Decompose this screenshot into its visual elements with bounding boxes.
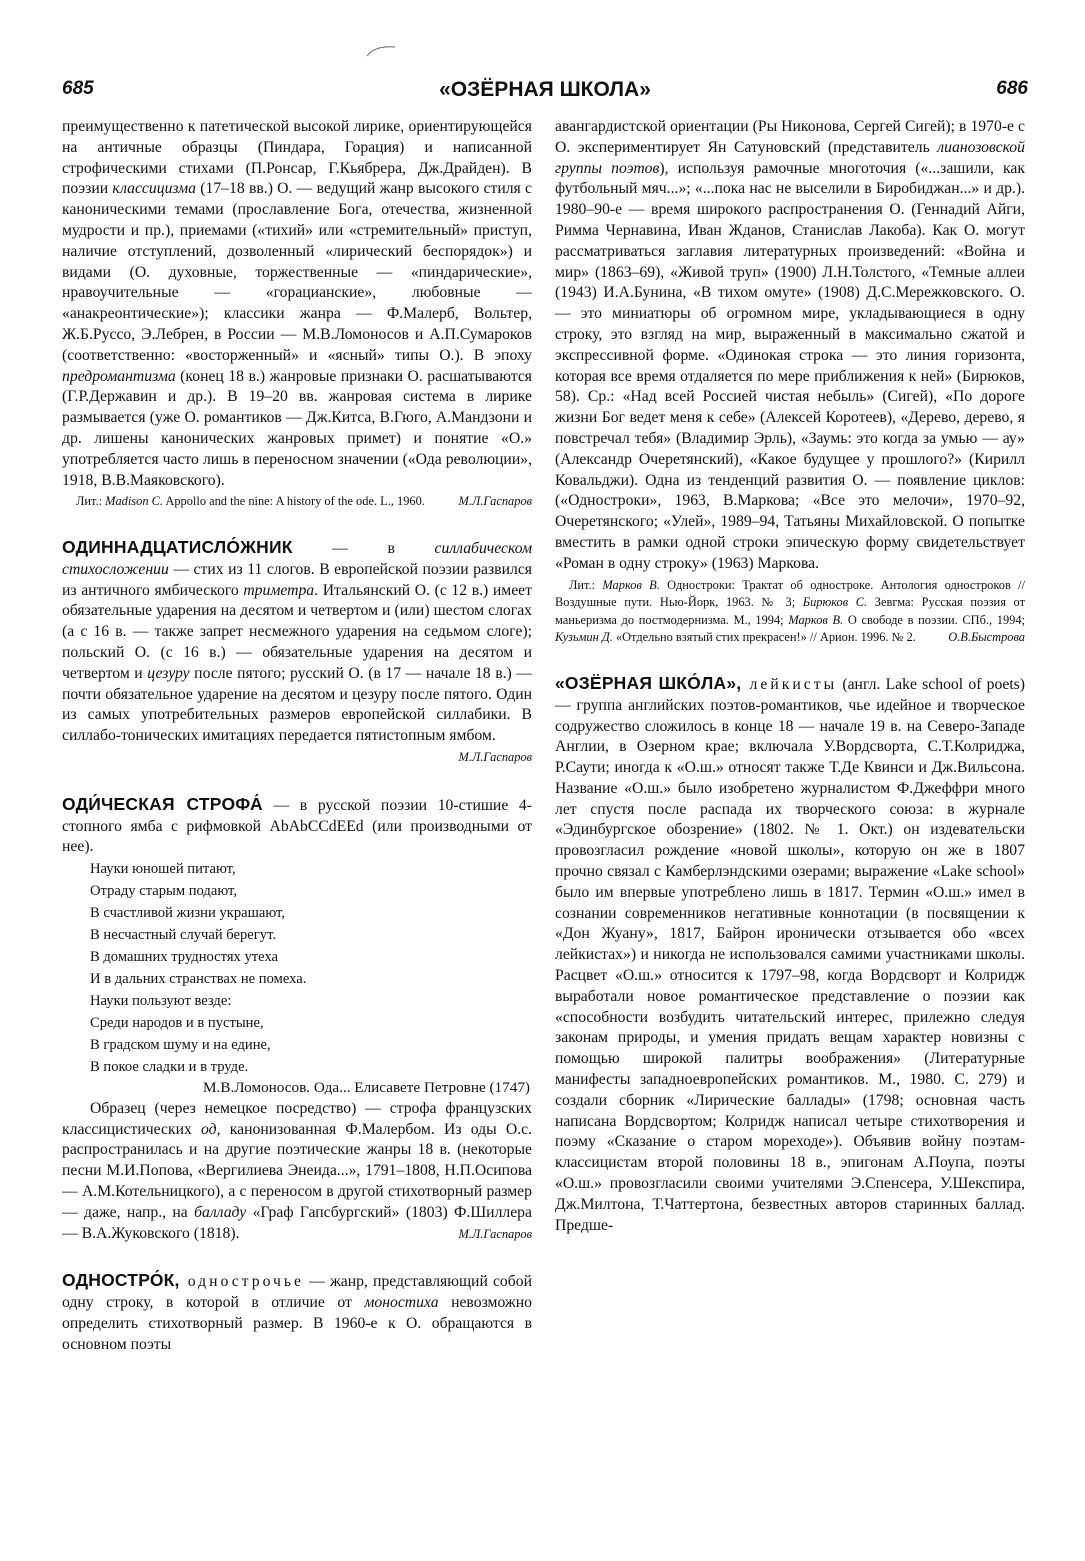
verse-line: Среди народов и в пустыне,	[90, 1015, 264, 1032]
verse-line: Отраду старым подают,	[90, 883, 237, 900]
author-signature: М.Л.Гаспаров	[458, 1226, 532, 1241]
verse-line: В домашних трудностях утеха	[90, 949, 279, 966]
verse-line: В градском шуму и на едине,	[90, 1037, 271, 1054]
page-number-left: 685	[62, 78, 94, 99]
entry-odnostrok: ОДНОСТРО́К, однострочье — жанр, представляющий собой одну строку, в которой в отличие от моностиха невозможно определить стихотворный размер. В 1960-е к О. обращаются в основном поэты	[62, 1270, 532, 1353]
verse-line: В несчастный случай берегут.	[90, 927, 276, 944]
verse-line: Науки пользуют везде:	[90, 993, 232, 1010]
author-signature: О.В.Быстрова	[948, 630, 1025, 645]
left-column	[62, 117, 532, 1356]
verse-line: В счастливой жизни украшают,	[90, 905, 285, 922]
verse-quote	[90, 858, 532, 1078]
right-column	[555, 117, 1025, 1236]
verse-source: М.В.Ломоносов. Ода... Елисавете Петровне (1747)	[203, 1079, 530, 1097]
entry-ozernaya-shkola: «ОЗЁРНАЯ ШКО́ЛА», лейкисты (англ. Lake school of poets) — группа английских поэтов-романтиков, чье идейное и творческое содружество сложилось в конце 18 — начале 19 в. на Северо-Западе Англии, в Озерном крае; включала У.Вордсворта, С.Т.Колриджа, Р.Саути; иногда к «О.ш.» относят также Т.Де Квинси и Дж.Вильсона. Название «О.ш.» было изобретено журналистом Ф.Джеффри много лет спустя после распада их творческого союза: в журнале «Эдинбургское обозрение» (1802. № 1. Окт.) он издевательски провозгласил рождение «новой школы», которую он же в 1807 прочно связал с Камберлэндскими озерами; выражение «Lake school» было им впервые употреблено лишь в 1817. Термин «О.ш.» имел в сознании современников негативные коннотации (в посвящении к «Дон Жуану», 1817, Байрон иронически отзывается обо «всех лейкистах») и никогда не использовался самими участниками школы. Расцвет «О.ш.» относится к 1797–98, когда Вордсворт и Колридж выработали новое романтическое представление о поэзии как «способности возбудить читательский интерес, прилежно следуя законам природы, и умения придать вещам характер новизны с помощью широкой палитры воображения» (Литературные манифесты западноевропейских романтиков. М., 1980. С. 279) и создали сборник «Лирические баллады» (1798; основная часть написана Вордсвортом; Колридж написал четыре стихотворения и поэму «Сказание о старом мореходе»). Объявив войну поэтам-классицистам второй половины 18 в., эпигонам А.Поупа, поэты «О.ш.» провозгласили своими учителями Э.Спенсера, У.Шекспира, Дж.Милтона, Т.Чаттертона, безвестных авторов старинных баллад. Предше-	[555, 672, 1026, 1234]
author-signature: М.Л.Гаспаров	[458, 494, 532, 509]
verse-line: И в дальних странствах не помеха.	[90, 971, 307, 988]
scan-mark	[365, 44, 397, 58]
entry-continuation: авангардистской ориентации (Ры Никонова, Сергей Сигей); в 1970-е с О. экспериментирует Ян Сатуновский (представитель лианозовской группы поэтов), используя рамочные многоточия («...зашили, как футбольный мяч...»; «...пока нас не выселили в Биробиджан...» и др.). 1980–90-е — время широкого распространения О. (Геннадий Айги, Римма Чернавина, Иван Жданов, Станислав Лакоба). Как О. могут рассматриваться заглавия литературных произведений: «Война и мир» (1863–69), «Живой труп» (1900) Л.Н.Толстого, «Темные аллеи (1943) И.А.Бунина, «В тихом омуте» (1908) Д.С.Мережковского. О. — это миниатюры об огромном мире, укладывающиеся в одну строку, это взгляд на мир, выраженный в максимально сжатой и экспрессивной форме. «Одинокая строка — это линия горизонта, которая все время отдаляется по мере приближения к ней» (Бирюков, 58). Ср.: «Над всей Россией чистая небыль» (Сигей), «По дороге жизни Бог ведет меня к себе» (Алексей Коротеев), «Дерево, дерево, я повстречал тебя» (Владимир Эрль), «Заумь: это когда за умью — ау» (Александр Очеретянский), «Какое будущее у прошлого?» (Кирилл Ковальджи). Одна из тенденций развития О. — появление циклов: («Одностроки», 1963, В.Маркова; «Все это мелочи», 1970–92, Очеретянского; «Улей», 1989–94, Татьяны Михайловской. О попытке вместить в рамки одной строки эпическую форму свидетельствует «Роман в одну строку» (1963) Маркова.	[555, 118, 1025, 572]
entry-odicheskaya-strofa: ОДИ́ЧЕСКАЯ СТРОФА́ — в русской поэзии 10-стишие 4-стопного ямба с рифмовкой AbAbCCdEEd (или производными от нее).	[62, 793, 532, 856]
verse-line: В покое сладки и в труде.	[90, 1059, 249, 1076]
entry-odinnadtsatislozhnik: ОДИННАДЦАТИСЛО́ЖНИК — в силлабическом стихосложении — стих из 11 слогов. В европейской поэзии развился из античного ямбического триметра. Итальянский О. (с 12 в.) имеет обязательные ударения на десятом и четвертом и (или) шестом слогах (а с 16 в. — также запрет несмежного ударения на седьмом слоге); польский О. (с 16 в.) — обязательные ударения на десятом и четвертом и цезуру после пятого; русский О. (в 17 — начале 18 в.) — почти обязательное ударение на десятом и цезуру после пятого. Один из самых употребительных размеров европейской силлабики. В силлабо-тонических имитациях передается пятистопным ямбом. М.Л.Гаспаров	[62, 537, 532, 747]
literature-note: Лит.: Марков В. Одностроки: Трактат об одностроке. Антология одностроков // Воздушные пути. Нью-Йорк, 1963. № 3; Бирюков С. Зевгма: Русская поэзия от маньеризма до постмодернизма. М., 1994; Марков В. О свободе в поэзии. СПб., 1994; Кузьмин Д. «Отдельно взятый стих прекрасен!» // Арион. 1996. № 2. О.В.Быстрова	[555, 577, 1025, 647]
verse-line: Науки юношей питают,	[90, 861, 236, 878]
entry-body: Образец (через немецкое посредство) — строфа французских классицистических од, канонизованная Ф.Малербом. Из оды О.с. распространилась и на другие поэтические жанры 18 в. (некоторые песни М.И.Попова, «Вергилиева Энеида...», 1791–1808, Н.П.Осипова — А.М.Котельницкого), а с переносом в другой стихотворный размер — даже, напр., на балладу «Граф Гапсбургский» (1803) Ф.Шиллера — В.А.Жуковского (1818). М.Л.Гаспаров	[62, 1099, 532, 1245]
literature-note: Лит.: Madison C. Appollo and the nine: A history of the ode. L., 1960. М.Л.Гаспаров	[62, 493, 532, 511]
headword: ОДНОСТРО́К,	[62, 1270, 180, 1291]
author-signature: М.Л.Гаспаров	[458, 749, 532, 764]
headword: ОДИ́ЧЕСКАЯ СТРОФА́	[62, 793, 263, 814]
running-header	[60, 78, 1030, 108]
page-number-right: 686	[996, 78, 1028, 99]
headword: ОДИННАДЦАТИСЛО́ЖНИК	[62, 536, 293, 557]
headword: «ОЗЁРНАЯ ШКО́ЛА»,	[555, 672, 742, 693]
running-title: «ОЗЁРНАЯ ШКОЛА»	[439, 78, 651, 101]
entry-continuation: преимущественно к патетической высокой лирике, ориентирующейся на античные образцы (Пиндара, Горация) и написанной строфическими стихами (П.Ронсар, Г.Кьябрера, Дж.Драйден). В поэзии классицизма (17–18 вв.) О. — ведущий жанр высокого стиля с каноническими темами (прославление Бога, отечества, жизненной мудрости и пр.), приемами («тихий» или «стремительный» приступ, наличие отступлений, дозволенный «лирический беспорядок») и видами (О. духовные, торжественные — «пиндарические», нравоучительные — «горацианские», любовные — «анакреонтические»); классики жанра — Ф.Малерб, Вольтер, Ж.Б.Руссо, Э.Лебрен, в России — М.В.Ломоносов и А.П.Сумароков (соответственно: «восторженный» и «ясный» типы О.). В эпоху предромантизма (конец 18 в.) жанровые признаки О. расшатываются (Г.Р.Державин и др.). В 19–20 вв. жанровая система в лирике размывается (уже О. романтиков — Дж.Китса, В.Гюго, А.Мандзони и др. лишены канонических жанровых примет) и понятие «О.» употребляется часто лишь в переносном значении («Ода революции», 1918, В.В.Маяковского).	[62, 118, 532, 489]
